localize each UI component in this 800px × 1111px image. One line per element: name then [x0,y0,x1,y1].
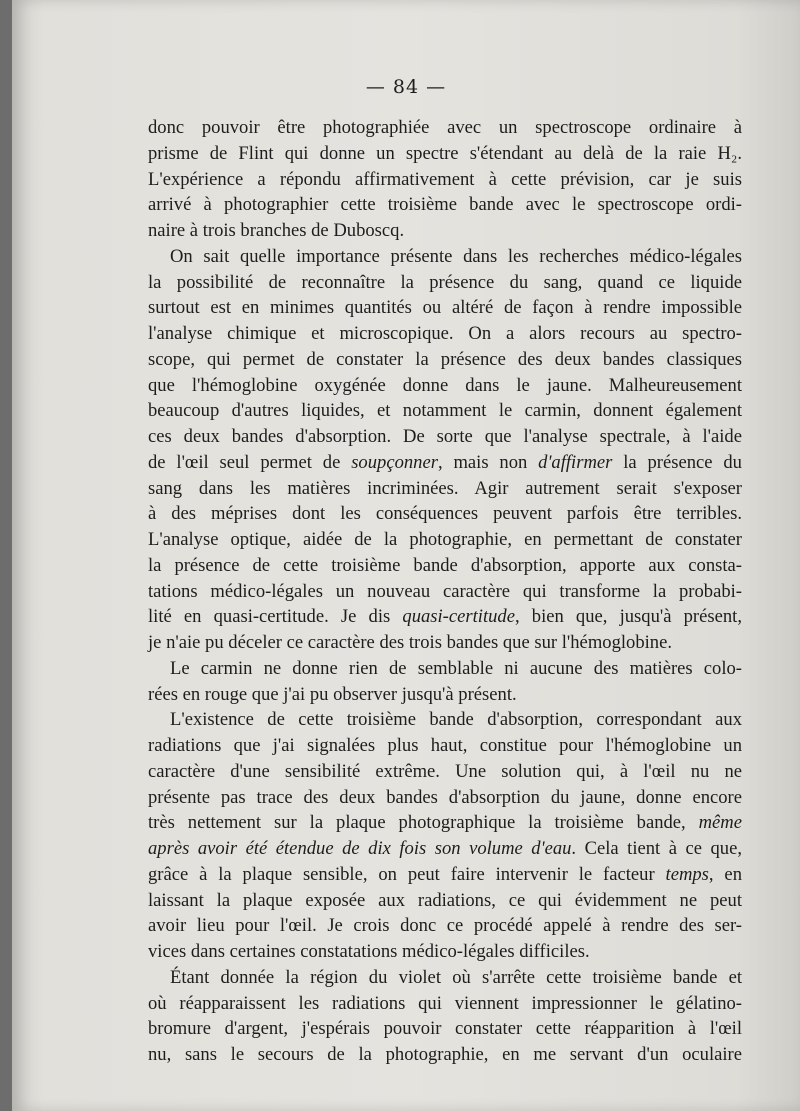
text-line: bromure d'argent, j'espérais pouvoir constater cette réapparition à l'œil [148,1018,742,1040]
text-line: que l'hémoglobine oxygénée donne dans le jaune. Malheureusement [148,374,742,396]
text-line: après avoir été étendue de dix fois son volume d'eau. Cela tient à ce que, [148,838,742,859]
text-line: l'analyse chimique et microscopique. On a alors recours au spectro- [148,323,742,344]
text-line: L'analyse optique, aidée de la photographie, en permettant de constater [148,529,742,550]
text-line: nu, sans le secours de la photographie, en me servant d'un oculaire [148,1044,742,1065]
text-line: la présence de cette troisième bande d'absorption, apporte aux consta- [148,554,742,576]
text-line: très nettement sur la plaque photographique la troisième bande, même [148,812,742,834]
text-line: Le carmin ne donne rien de semblable ni aucune des matières colo- [170,657,742,679]
paragraph [148,965,742,1068]
page-number: — 84 — [365,76,447,98]
book-page [12,0,800,1111]
text-line: ces deux bandes d'absorption. De sorte que l'analyse spectrale, à l'aide [148,426,742,447]
text-line: la possibilité de reconnaître la présence du sang, quand ce liquide [148,271,742,293]
text-line: beaucoup d'autres liquides, et notamment le carmin, donnent également [148,400,742,422]
text-line: surtout est en minimes quantités ou altéré de façon à rendre impossible [148,297,742,319]
text-line: sang dans les matières incriminées. Agir autrement serait s'exposer [148,477,742,499]
text-line: de l'œil seul permet de soupçonner, mais non d'affirmer la présence du [148,451,742,473]
text-line: lité en quasi-certitude. Je dis quasi-certitude, bien que, jusqu'à présent, [148,606,742,628]
text-line: naire à trois branches de Duboscq. [148,220,405,241]
text-line: L'existence de cette troisième bande d'absorption, correspondant aux [170,709,742,731]
text-line: laissant la plaque exposée aux radiations, ce qui évidemment ne peut [148,889,742,911]
paragraph [148,656,742,708]
text-line: tations médico-légales un nouveau caractère qui transforme la probabi- [148,580,742,602]
text-line: prisme de Flint qui donne un spectre s'étendant au delà de la raie H₂. [148,142,742,164]
text-line: donc pouvoir être photographiée avec un spectroscope ordinaire à [148,117,742,138]
text-line: On sait quelle importance présente dans les recherches médico-légales [170,245,742,267]
text-line: où réapparaissent les radiations qui viennent impressionner le gélatino- [148,992,742,1014]
text-line: scope, qui permet de constater la présence des deux bandes classiques [148,348,742,370]
text-line: grâce à la plaque sensible, on peut faire intervenir le facteur temps, en [148,863,742,885]
text-line: L'expérience a répondu affirmativement à cette prévision, car je suis [148,168,742,190]
text-line: rées en rouge que j'ai pu observer jusqu'à présent. [148,683,517,705]
text-line: à des méprises dont les conséquences peuvent parfois être terribles. [148,503,742,525]
text-line: Étant donnée la région du violet où s'arrête cette troisième bande et [170,966,742,988]
text-line: caractère d'une sensibilité extrême. Une solution qui, à l'œil nu ne [148,760,742,782]
text-line: vices dans certaines constatations médico-légales difficiles. [148,941,590,962]
paragraph [148,244,742,656]
text-line: radiations que j'ai signalées plus haut, constitue pour l'hémoglobine un [148,735,742,756]
text-line: je n'aie pu déceler ce caractère des trois bandes que sur l'hémoglobine. [148,632,672,653]
text-line: présente pas trace des deux bandes d'absorption du jaune, donne encore [148,786,742,808]
paragraph [148,707,742,965]
text-line: avoir lieu pour l'œil. Je crois donc ce procédé appelé à rendre des ser- [148,915,742,937]
paragraph [148,115,742,244]
body-text [148,115,742,1068]
text-line: arrivé à photographier cette troisième bande avec le spectroscope ordi- [148,194,742,216]
